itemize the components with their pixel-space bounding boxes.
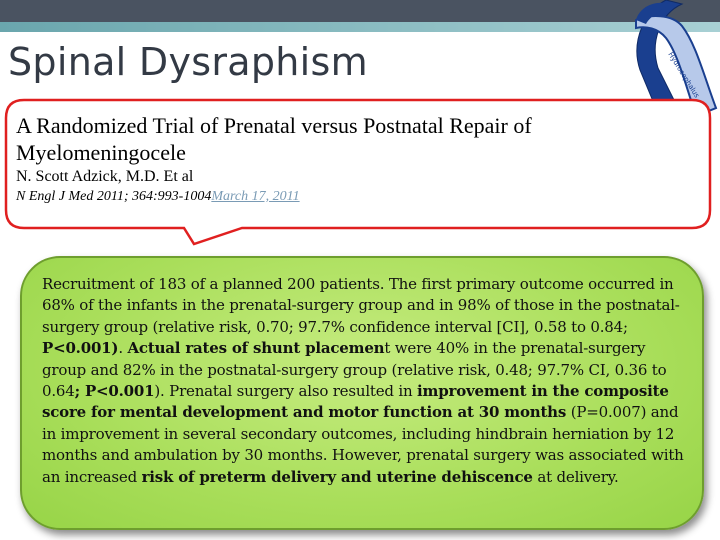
citation-journal: N Engl J Med 2011; 364:993-1004 <box>16 189 212 204</box>
paper-authors: N. Scott Adzick, M.D. Et al <box>16 168 194 185</box>
paper-callout <box>2 98 714 248</box>
summary-text <box>42 274 690 488</box>
summary-bold-segment: improvement in the composite score for mental development and motor function at 30 months <box>42 382 669 422</box>
paper-title: A Randomized Trial of Prenatal versus Postnatal Repair of Myelomeningocele <box>16 113 532 165</box>
summary-bold-segment: Actual rates of shunt placemen <box>127 339 385 358</box>
summary-segment: at delivery. <box>532 467 619 486</box>
summary-segment: Recruitment of 183 of a planned 200 patients. The first primary outcome occurred in 68% of the infants in the prenatal-surgery group and in 98% of those in the postnatal-surgery group (relative risk, 0.70; 97.7% confidence interval [CI], 0.58 to 0.84; <box>42 275 680 336</box>
paper-citation <box>16 187 696 207</box>
summary-segment: t were 40% in the prenatal-surgery group and 82% in the postnatal-surgery group (relative risk, 0.48; 97.7% CI, 0.36 to 0.64 <box>42 339 667 401</box>
ribbon-label: Hydrocephalus <box>666 50 701 100</box>
summary-segment: (P=0.007) and in improvement in several secondary outcomes, including hindbrain herniation by 12 months and ambulation by 30 months. However, prenatal surgery was associated with an increased <box>42 403 684 486</box>
paper-reference <box>16 112 696 207</box>
summary-bold-segment: risk of preterm delivery and uterine dehiscence <box>141 467 533 486</box>
summary-segment: ). Prenatal surgery also resulted in <box>154 382 418 401</box>
summary-bold-segment: P<0.001) <box>42 339 119 358</box>
summary-bold-segment: ; P<0.001 <box>74 382 155 401</box>
summary-segment: . <box>118 339 128 358</box>
summary-box <box>20 256 704 530</box>
slide-title: Spinal Dysraphism <box>8 40 368 84</box>
citation-date-link[interactable]: March 17, 2011 <box>211 189 300 204</box>
